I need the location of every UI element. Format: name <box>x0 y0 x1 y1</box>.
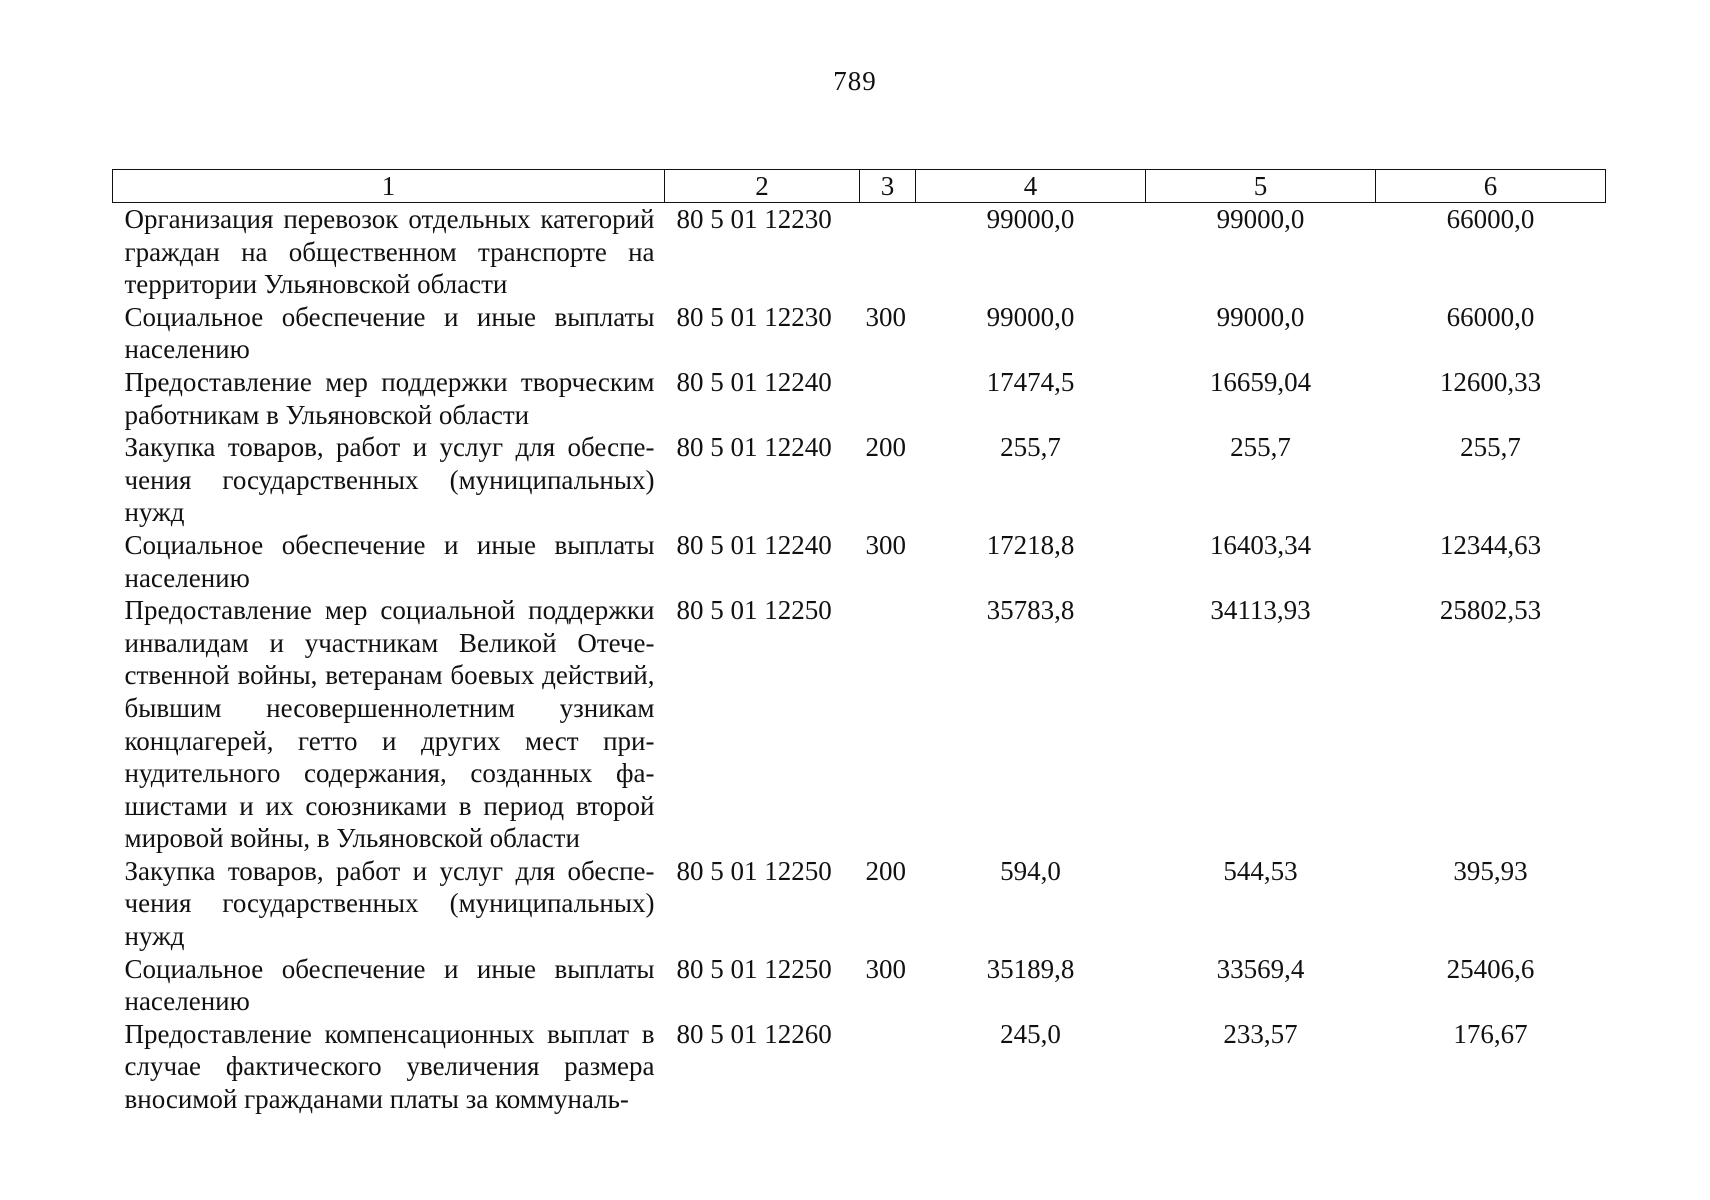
row-name: Закупка товаров, работ и услуг для обеспечения государственных (муниципальных) нужд <box>124 432 655 528</box>
row-value-5: 233,57 <box>1223 1018 1298 1049</box>
column-header-6: 6 <box>1376 170 1606 203</box>
row-value-5: 544,53 <box>1223 855 1298 886</box>
row-code: 80 5 01 12230 <box>676 301 832 332</box>
row-code: 80 5 01 12260 <box>676 1018 832 1049</box>
row-value-6: 66000,0 <box>1446 204 1535 234</box>
table-row <box>113 366 1606 431</box>
row-expense-type <box>860 594 916 855</box>
row-value-6: 66000,0 <box>1446 301 1535 332</box>
row-expense-type: 300 <box>865 301 906 332</box>
row-code: 80 5 01 12250 <box>676 595 832 626</box>
row-value-5: 34113,93 <box>1210 595 1311 626</box>
row-expense-type <box>860 1018 916 1116</box>
row-name: Предоставление мер социальной поддержки инвалидам и участникам Великой Отечественной войны, ветеранам боевых действий, бывшим несовершеннолетним узникам концлагерей, гетто и других мест принудительного содержания, созданных фашистами и их союзниками в период второй мировой войны, в Ульяновской области <box>124 595 655 854</box>
table-header-row <box>113 170 1606 203</box>
row-value-4: 35783,8 <box>986 595 1075 626</box>
row-value-4: 35189,8 <box>986 953 1075 984</box>
row-value-4: 99000,0 <box>986 204 1075 234</box>
row-value-6: 176,67 <box>1453 1018 1528 1049</box>
row-value-4: 17218,8 <box>986 529 1075 560</box>
row-value-4: 594,0 <box>1000 855 1061 886</box>
table-row <box>113 953 1606 1018</box>
table-row <box>113 1018 1606 1116</box>
row-code: 80 5 01 12250 <box>676 855 832 886</box>
row-code: 80 5 01 12230 <box>676 204 832 234</box>
row-expense-type: 300 <box>865 529 906 560</box>
row-value-6: 25406,6 <box>1446 953 1535 984</box>
row-name: Организация перевозок отдельных категорий граждан на общественном транспорте на территории Ульяновской области <box>124 204 655 300</box>
row-expense-type: 200 <box>865 855 906 886</box>
row-value-4: 255,7 <box>1000 432 1061 463</box>
table-row <box>113 855 1606 953</box>
row-value-4: 17474,5 <box>986 366 1075 397</box>
row-value-4: 99000,0 <box>986 301 1075 332</box>
column-header-2: 2 <box>665 170 860 203</box>
column-header-1: 1 <box>113 170 665 203</box>
row-value-5: 255,7 <box>1230 432 1291 463</box>
table-row <box>113 529 1606 594</box>
row-name: Закупка товаров, работ и услуг для обеспечения государственных (муниципальных) нужд <box>124 855 655 952</box>
row-value-6: 25802,53 <box>1439 595 1542 626</box>
row-expense-type <box>860 203 916 301</box>
table-row <box>113 203 1606 301</box>
row-name: Предоставление компенсационных выплат в случае фактического увеличения размера вносимой гражданами платы за коммуналь- <box>124 1018 655 1115</box>
column-header-5: 5 <box>1146 170 1376 203</box>
budget-table <box>112 169 1606 1116</box>
row-expense-type: 300 <box>865 953 906 984</box>
row-name: Социальное обеспечение и иные выплаты населению <box>124 529 655 593</box>
row-value-6: 12600,33 <box>1439 366 1542 397</box>
row-name: Социальное обеспечение и иные выплаты населению <box>124 953 655 1017</box>
column-header-4: 4 <box>916 170 1146 203</box>
row-name: Предоставление мер поддержки творческим работникам в Ульяновской области <box>124 366 655 430</box>
row-code: 80 5 01 12240 <box>676 529 832 560</box>
row-value-6: 395,93 <box>1453 855 1528 886</box>
page-number: 789 <box>833 66 877 96</box>
row-value-6: 255,7 <box>1460 432 1521 463</box>
table-row <box>113 594 1606 855</box>
row-code: 80 5 01 12250 <box>676 953 832 984</box>
row-value-4: 245,0 <box>1000 1018 1061 1049</box>
table-row <box>113 431 1606 529</box>
table-row <box>113 301 1606 366</box>
row-expense-type <box>860 366 916 431</box>
column-header-3: 3 <box>860 170 916 203</box>
row-value-5: 33569,4 <box>1216 953 1305 984</box>
row-expense-type: 200 <box>865 432 906 463</box>
row-code: 80 5 01 12240 <box>676 366 832 397</box>
row-value-5: 16659,04 <box>1209 366 1312 397</box>
row-value-5: 16403,34 <box>1209 529 1312 560</box>
row-value-5: 99000,0 <box>1216 301 1305 332</box>
row-value-6: 12344,63 <box>1439 529 1542 560</box>
row-value-5: 99000,0 <box>1216 204 1305 234</box>
row-name: Социальное обеспечение и иные выплаты населению <box>124 301 655 365</box>
row-code: 80 5 01 12240 <box>676 432 832 463</box>
